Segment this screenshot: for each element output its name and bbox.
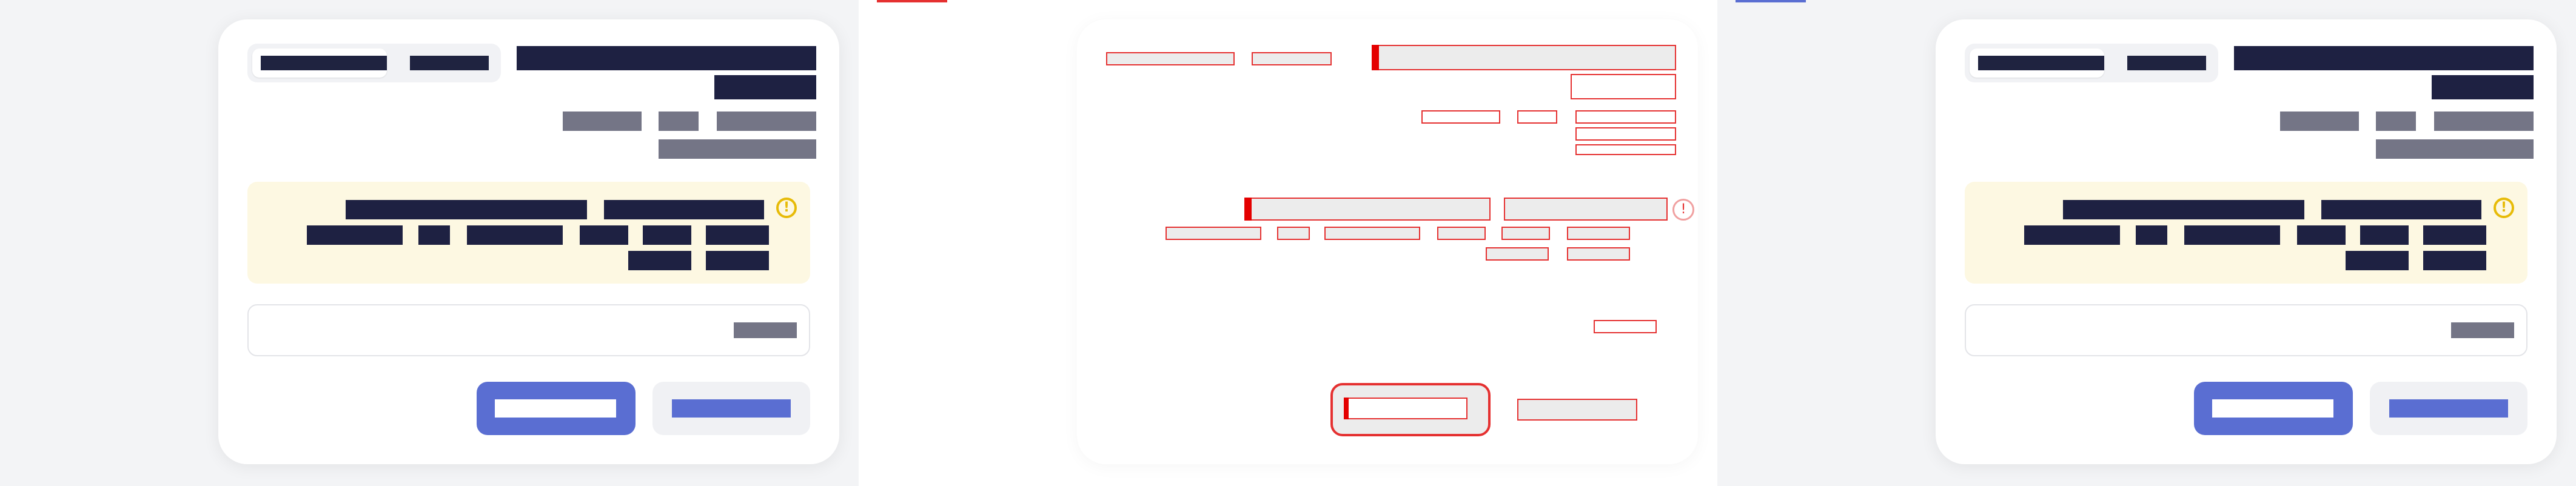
- note-input-placeholder: [2451, 322, 2514, 338]
- notice-word-outline-d: [1437, 227, 1486, 240]
- tab-recurring-label: [2127, 56, 2206, 70]
- dialog-card: [218, 19, 839, 464]
- confirm-button[interactable]: [2194, 382, 2353, 435]
- screenshot-panel-annotations: [859, 0, 1717, 486]
- summary-outline-c: [1575, 110, 1676, 124]
- warning-icon: !: [2494, 198, 2514, 218]
- notice-line2-outline: [1504, 198, 1668, 221]
- summary-outline-a: [1421, 110, 1500, 124]
- tab-recurring[interactable]: [399, 48, 496, 78]
- amount-outline: [1575, 144, 1676, 155]
- accent-strip: [1736, 0, 1806, 2]
- notice-word-outline-g: [1486, 247, 1549, 261]
- tab-switcher: [247, 44, 501, 82]
- screenshot-panel-left: [0, 0, 859, 486]
- note-input-outline: [1594, 320, 1657, 333]
- warning-notice: [1965, 182, 2527, 284]
- tab-recurring-outline: [1252, 52, 1332, 65]
- notice-word-outline-b: [1277, 227, 1310, 240]
- notice-line1-outline: [1244, 198, 1491, 221]
- page-title-outline: [1372, 45, 1676, 70]
- notice-line1-marker: [1244, 198, 1252, 221]
- confirm-label-outline: [1344, 398, 1467, 419]
- warning-notice: [247, 182, 810, 284]
- tab-one-time[interactable]: [252, 48, 387, 78]
- screenshot-panel-right: [1717, 0, 2576, 486]
- confirm-button[interactable]: [477, 382, 636, 435]
- tab-one-time-label: [1978, 56, 2104, 70]
- notice-word-outline-e: [1501, 227, 1550, 240]
- cancel-button[interactable]: [652, 382, 810, 435]
- note-input[interactable]: [247, 304, 810, 356]
- notice-word-outline-f: [1567, 227, 1630, 240]
- warning-icon-outline: !: [1672, 199, 1694, 221]
- tab-one-time-outline: [1106, 52, 1235, 65]
- tab-recurring[interactable]: [2116, 48, 2213, 78]
- tab-one-time-label: [261, 56, 387, 70]
- note-input[interactable]: [1965, 304, 2527, 356]
- dialog-card-annotated: [1077, 19, 1698, 464]
- confirm-label-marker: [1344, 398, 1349, 419]
- notice-word-outline-h: [1567, 247, 1630, 261]
- tab-recurring-label: [410, 56, 489, 70]
- tab-switcher: [1965, 44, 2218, 82]
- page-title-line2-outline: [1571, 74, 1676, 99]
- cancel-label-outline: [1517, 399, 1637, 421]
- page-title-marker: [1372, 45, 1379, 70]
- summary-outline-b: [1517, 110, 1557, 124]
- dialog-card: [1936, 19, 2557, 464]
- annotation-strip: [877, 0, 947, 2]
- notice-word-outline-a: [1166, 227, 1261, 240]
- warning-icon: !: [776, 198, 797, 218]
- tab-one-time[interactable]: [1970, 48, 2104, 78]
- notice-word-outline-c: [1324, 227, 1420, 240]
- note-input-placeholder: [734, 322, 797, 338]
- cancel-button[interactable]: [2370, 382, 2527, 435]
- summary-outline-d: [1575, 127, 1676, 141]
